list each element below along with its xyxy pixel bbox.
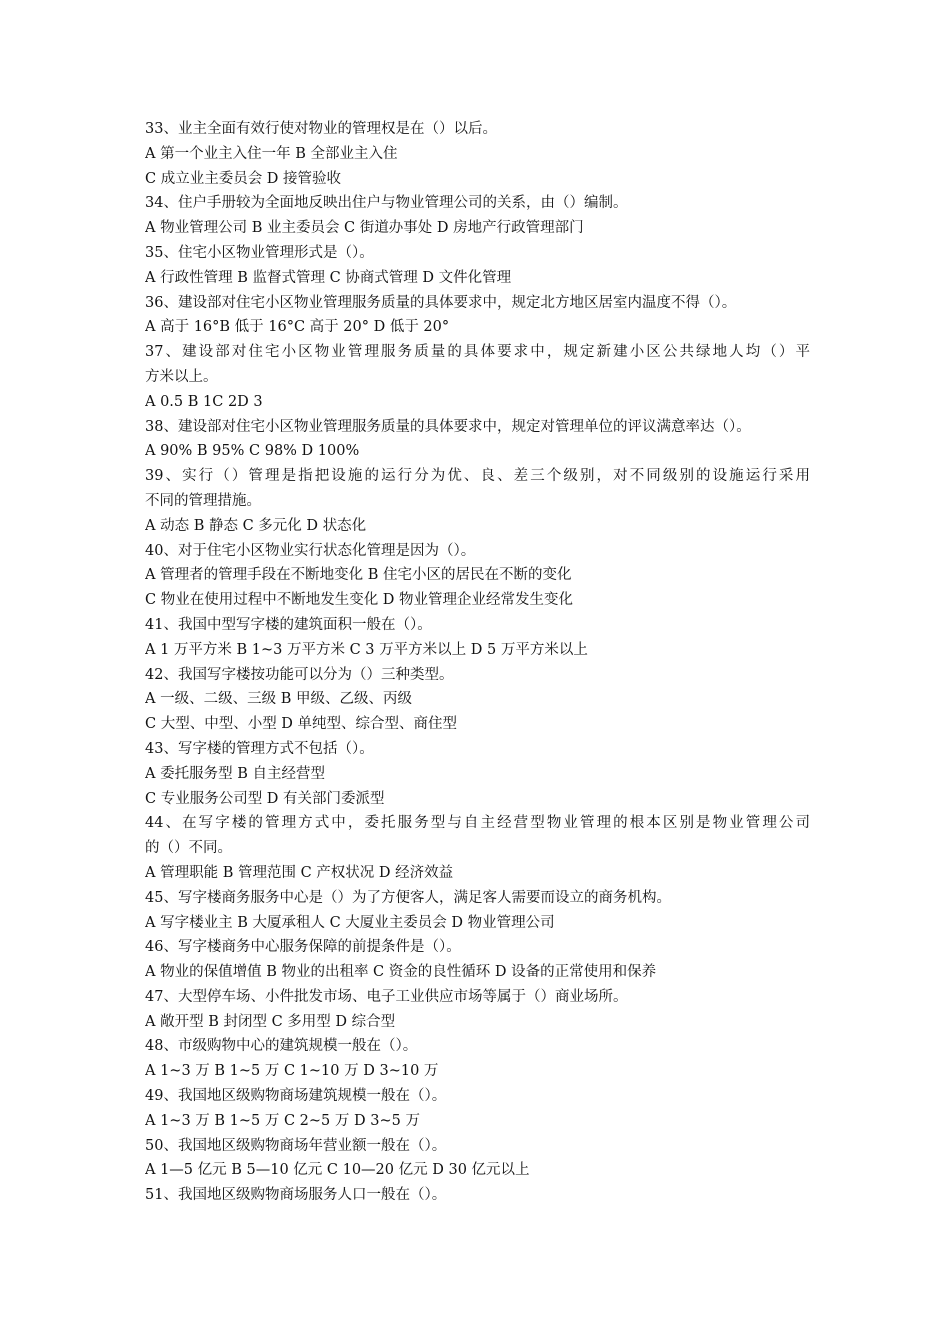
options-39: A 动态 B 静态 C 多元化 D 状态化 xyxy=(145,517,367,534)
options-35: A 行政性管理 B 监督式管理 C 协商式管理 D 文件化管理 xyxy=(145,269,512,286)
options-42-ab: A 一级、二级、三级 B 甲级、乙级、丙级 xyxy=(145,691,412,708)
options-50: A 1—5 亿元 B 5—10 亿元 C 10—20 亿元 D 30 亿元以上 xyxy=(145,1162,530,1179)
options-41: A 1 万平方米 B 1~3 万平方米 C 3 万平方米以上 D 5 万平方米以上 xyxy=(145,641,588,658)
question-37-line1: 37、建设部对住宅小区物业管理服务质量的具体要求中，规定新建小区公共绿地人均（）平 xyxy=(145,344,810,361)
options-40-cd: C 物业在使用过程中不断地发生变化 D 物业管理企业经常发生变化 xyxy=(145,592,574,609)
question-44-line2: 的（）不同。 xyxy=(145,840,232,857)
options-33-ab: A 第一个业主入住一年 B 全部业主入住 xyxy=(145,145,398,162)
question-44-line1: 44、在写字楼的管理方式中，委托服务型与自主经营型物业管理的根本区别是物业管理公司 xyxy=(145,815,810,832)
options-45: A 写字楼业主 B 大厦承租人 C 大厦业主委员会 D 物业管理公司 xyxy=(145,914,555,931)
options-42-cd: C 大型、中型、小型 D 单纯型、综合型、商住型 xyxy=(145,716,458,733)
options-38: A 90% B 95% C 98% D 100% xyxy=(145,443,360,460)
question-45: 45、写字楼商务服务中心是（）为了方便客人，满足客人需要而设立的商务机构。 xyxy=(145,889,671,906)
question-35: 35、住宅小区物业管理形式是（）。 xyxy=(145,244,374,261)
options-44: A 管理职能 B 管理范围 C 产权状况 D 经济效益 xyxy=(145,864,454,881)
question-47: 47、大型停车场、小件批发市场、电子工业供应市场等属于（）商业场所。 xyxy=(145,988,628,1005)
options-36: A 高于 16°B 低于 16°C 高于 20° D 低于 20° xyxy=(145,319,450,336)
question-33: 33、业主全面有效行使对物业的管理权是在（）以后。 xyxy=(145,121,497,137)
question-34: 34、住户手册较为全面地反映出住户与物业管理公司的关系，由（）编制。 xyxy=(145,195,628,212)
question-39-line2: 不同的管理措施。 xyxy=(145,492,261,509)
question-42: 42、我国写字楼按功能可以分为（）三种类型。 xyxy=(145,666,454,683)
document-page xyxy=(145,117,810,1208)
question-50: 50、我国地区级购物商场年营业额一般在（）。 xyxy=(145,1137,447,1154)
question-48: 48、市级购物中心的建筑规模一般在（）。 xyxy=(145,1038,418,1055)
question-51: 51、我国地区级购物商场服务人口一般在（）。 xyxy=(145,1187,447,1204)
question-40: 40、对于住宅小区物业实行状态化管理是因为（）。 xyxy=(145,542,476,559)
question-41: 41、我国中型写字楼的建筑面积一般在（）。 xyxy=(145,616,432,633)
question-39-line1: 39、实行（）管理是指把设施的运行分为优、良、差三个级别，对不同级别的设施运行采用 xyxy=(145,468,810,485)
question-43: 43、写字楼的管理方式不包括（）。 xyxy=(145,740,374,757)
question-36: 36、建设部对住宅小区物业管理服务质量的具体要求中，规定北方地区居室内温度不得（）。 xyxy=(145,294,737,311)
question-38: 38、建设部对住宅小区物业管理服务质量的具体要求中，规定对管理单位的评议满意率达（）。 xyxy=(145,418,751,435)
options-34: A 物业管理公司 B 业主委员会 C 街道办事处 D 房地产行政管理部门 xyxy=(145,220,584,237)
options-43-cd: C 专业服务公司型 D 有关部门委派型 xyxy=(145,790,385,807)
options-40-ab: A 管理者的管理手段在不断地变化 B 住宅小区的居民在不断的变化 xyxy=(145,567,572,584)
options-46: A 物业的保值增值 B 物业的出租率 C 资金的良性循环 D 设备的正常使用和保养 xyxy=(145,964,657,981)
options-48: A 1~3 万 B 1~5 万 C 1~10 万 D 3~10 万 xyxy=(145,1063,439,1080)
options-37: A 0.5 B 1C 2D 3 xyxy=(145,393,263,410)
options-49: A 1~3 万 B 1~5 万 C 2~5 万 D 3~5 万 xyxy=(145,1112,420,1129)
question-49: 49、我国地区级购物商场建筑规模一般在（）。 xyxy=(145,1088,447,1105)
question-46: 46、写字楼商务中心服务保障的前提条件是（）。 xyxy=(145,939,461,956)
question-37-line2: 方米以上。 xyxy=(145,368,218,385)
options-47: A 敞开型 B 封闭型 C 多用型 D 综合型 xyxy=(145,1013,396,1030)
options-33-cd: C 成立业主委员会 D 接管验收 xyxy=(145,170,342,187)
options-43-ab: A 委托服务型 B 自主经营型 xyxy=(145,765,325,782)
